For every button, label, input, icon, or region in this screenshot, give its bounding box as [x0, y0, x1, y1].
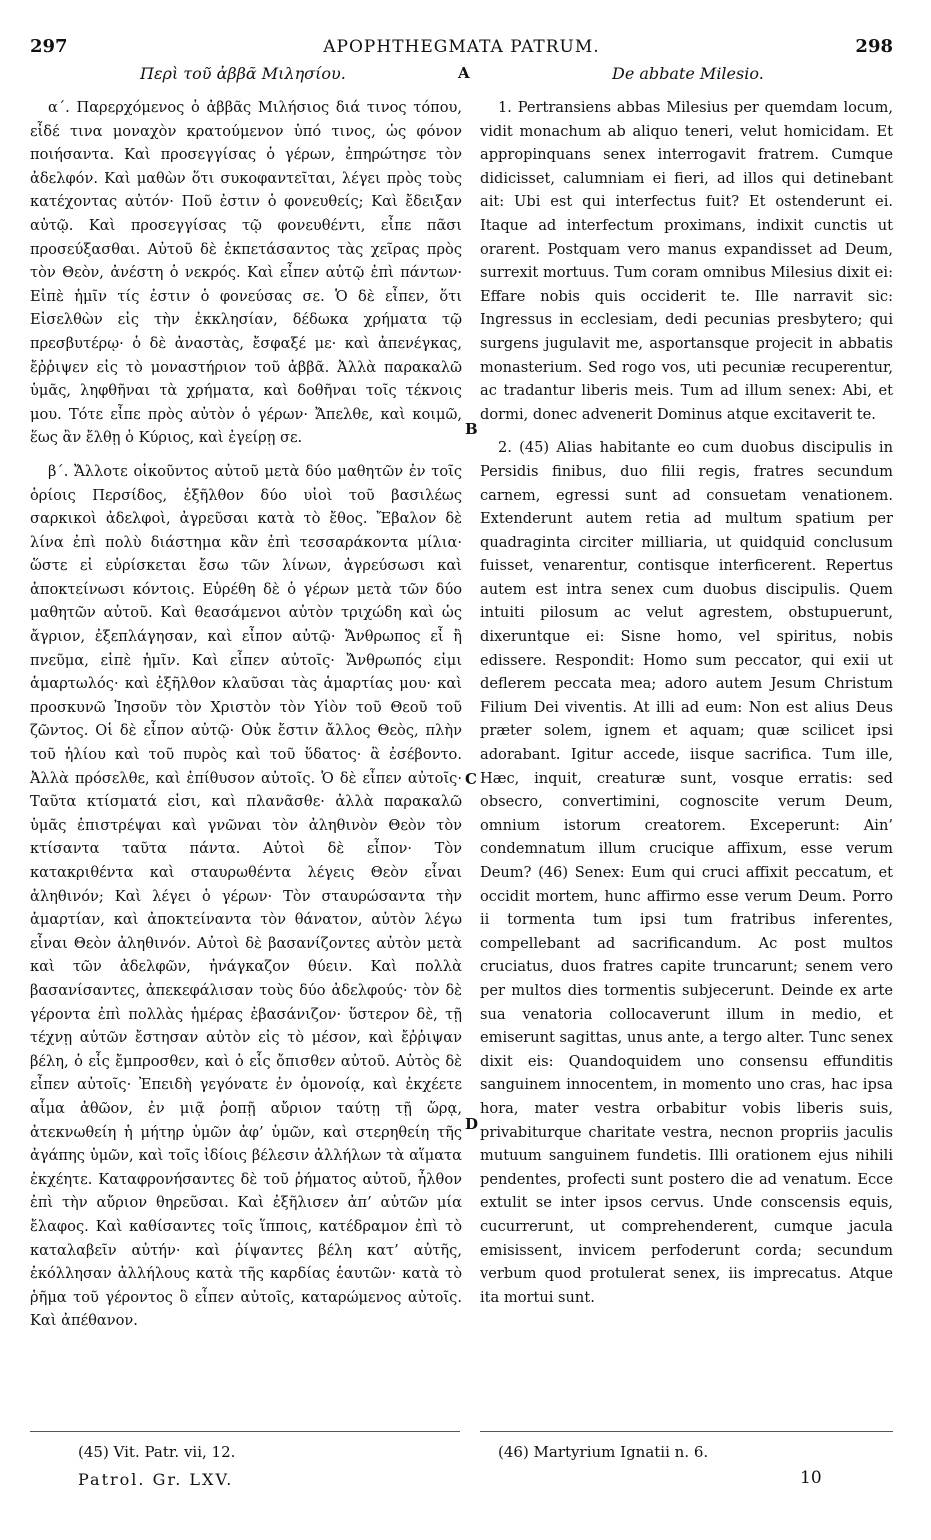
- margin-marker-c: C: [465, 770, 477, 788]
- series-imprint: Patrol. Gr. LXV.: [78, 1470, 234, 1489]
- greek-paragraph-2: β΄. Ἄλλοτε οἰκοῦντος αὐτοῦ μετὰ δύο μαθητῶν ἐν τοῖς ὁρίοις Περσίδος, ἐξῆλθον δύο υἱοὶ τοῦ βασιλέως σαρκικοὶ ἀδελφοὶ, ἀγρεῦσαι κατὰ τὸ ἔθος. Ἔβαλον δὲ λίνα ἐπὶ πολὺ διάστημα κἂν ἐπὶ τεσσαράκοντα μίλια· ὥστε εἰ εὑρίσκεται ἔσω τῶν λίνων, ἀγρεύσωσι καὶ ἀποκτείνωσι κόντοις. Εὑρέθη δὲ ὁ γέρων μετὰ τῶν δύο μαθητῶν αὐτοῦ. Καὶ θεασάμενοι αὐτὸν τριχώδη καὶ ὡς ἄγριον, ἐξεπλάγησαν, καὶ εἶπον αὐτῷ· Ἄνθρωπος εἶ ἢ πνεῦμα, εἰπὲ ἡμῖν. Καὶ εἶπεν αὐτοῖς· Ἄνθρωπός εἰμι ἁμαρτωλός· καὶ ἐξῆλθον κλαῦσαι τὰς ἁμαρτίας μου· καὶ προσκυνῶ Ἰησοῦν τὸν Χριστὸν τὸν Υἱὸν τοῦ Θεοῦ τοῦ ζῶντος. Οἱ δὲ εἶπον αὐτῷ· Οὐκ ἔστιν ἄλλος Θεὸς, πλὴν τοῦ ἡλίου καὶ τοῦ πυρὸς καὶ τοῦ ὕδατος· ἃ ἐσέβοντο. Ἀλλὰ πρόσελθε, καὶ ἐπίθυσον αὐτοῖς. Ὁ δὲ εἶπεν αὐτοῖς· Ταῦτα κτίσματά εἰσι, καὶ πλανᾶσθε· ἀλλὰ παρακαλῶ ὑμᾶς ἐπιστρέψαι καὶ γνῶναι τὸν ἀληθινὸν Θεὸν τὸν κτίσαντα ταῦτα πάντα. Αὐτοὶ δὲ εἶπον· Τὸν κατακριθέντα καὶ σταυρωθέντα λέγεις Θεὸν εἶναι ἀληθινόν; Καὶ λέγει ὁ γέρων· Τὸν σταυρώσαντα τὴν ἁμαρτίαν, καὶ ἀποκτείναντα τὸν θάνατον, αὐτὸν λέγω εἶναι Θεὸν ἀληθινόν. Αὐτοὶ δὲ βασανίζοντες αὐτὸν μετὰ καὶ τῶν ἀδελφῶν, ἠνάγκαζον θύειν. Καὶ πολλὰ βασανίσαντες, ἀπεκεφάλισαν τοὺς δύο ἀδελφούς· τὸν δὲ γέροντα ἐπὶ πολλὰς ἡμέρας ἐβασάνιζον· ὕστερον δὲ, τῇ τέχνῃ αὐτῶν ἔστησαν αὐτὸν εἰς τὸ μέσον, καὶ ἔῤῥιψαν βέλη, ὁ εἷς ἔμπροσθεν, καὶ ὁ εἷς ὄπισθεν αὐτοῦ. Αὐτὸς δὲ εἶπεν αὐτοῖς· Ἐπειδὴ γεγόνατε ἐν ὁμονοίᾳ, καὶ ἐκχέετε αἷμα ἀθῶον, ἐν μιᾷ ῥοπῇ αὔριον ταύτῃ τῇ ὥρᾳ, ἀτεκνωθείη ἡ μήτηρ ὑμῶν ἀφ’ ὑμῶν, καὶ στερηθείη τῆς ἀγάπης ὑμῶν, καὶ τοῖς ἰδίοις βέλεσιν ἀλλήλων τὰ αἵματα ἐκχέητε. Καταφρονήσαντες δὲ τοῦ ῥήματος αὐτοῦ, ἦλθον ἐπὶ τὴν αὔριον θηρεῦσαι. Καὶ ἐξῆλισεν ἀπ’ αὐτῶν μία ἔλαφος. Καὶ καθίσαντες τοῖς ἵπποις, κατέδραμον ἐπὶ τὸ καταλαβεῖν αὐτήν· καὶ ῥίψαντες βέλη κατ’ αὐτῆς, ἐκόλλησαν ἀλλήλους κατὰ τῆς καρδίας ἑαυτῶν· κατὰ τὸ ῥῆμα τοῦ γέροντος ὃ εἶπεν αὐτοῖς, καταρώμενος αὐτοῖς. Καὶ ἀπέθανον.: [30, 462, 462, 1330]
- greek-section-heading: Περὶ τοῦ ἀββᾶ Μιλησίου.: [140, 64, 346, 83]
- latin-section-heading: De abbate Milesio.: [612, 64, 764, 83]
- margin-marker-b: B: [465, 420, 478, 438]
- greek-text-column: [30, 96, 462, 1333]
- latin-text-column: [480, 96, 893, 1309]
- footnote-46: (46) Martyrium Ignatii n. 6.: [498, 1443, 709, 1461]
- section-headings: [30, 64, 893, 88]
- page-number-right: 298: [855, 36, 893, 57]
- latin-paragraph-1: 1. Pertransiens abbas Milesius per quemdam locum, vidit monachum ab aliquo teneri, velut homicidam. Et appropinquans senex interrogavit fratrem. Cumque didicisset, calumniam ei fieri, ad illos qui detinebant ait: Ubi est qui interfectus fuit? Et ostenderunt ei. Itaque ad interfectum proximans, indixit cunctis ut orarent. Postquam vero manus expandisset ad Deum, surrexit mortuus. Tum coram omnibus Milesius dixit ei: Effare nobis quis occiderit te. Ille narravit sic: Ingressus in ecclesiam, dedi pecunias presbytero; qui surgens jugulavit me, asportansque projecit in abbatis monasterium. Sed rogo vos, uti pecuniæ recuperentur, ac tradantur liberis meis. Tum ad illum senex: Abi, et dormi, donec advenerit Dominus atque excitaverit te.: [480, 99, 893, 423]
- greek-paragraph-1: α΄. Παρερχόμενος ὁ ἀββᾶς Μιλήσιος διά τινος τόπου, εἶδέ τινα μοναχὸν κρατούμενον ὑπό τινος, ὡς φόνον ποιήσαντα. Καὶ προσεγγίσας ὁ γέρων, ἐπηρώτησε τὸν ἀδελφόν. Καὶ μαθὼν ὅτι συκοφαντεῖται, λέγει πρὸς τοὺς κατέχοντας αὐτόν· Ποῦ ἐστιν ὁ φονευθείς; Καὶ ἔδειξαν αὐτῷ. Καὶ προσεγγίσας τῷ φονευθέντι, εἶπε πᾶσι προσεύξασθαι. Αὐτοῦ δὲ ἐκπετάσαντος τὰς χεῖρας πρὸς τὸν Θεὸν, ἀνέστη ὁ νεκρός. Καὶ εἶπεν αὐτῷ ἐπὶ πάντων· Εἰπὲ ἡμῖν τίς ἐστιν ὁ φονεύσας σε. Ὁ δὲ εἶπεν, ὅτι Εἰσελθὼν εἰς τὴν ἐκκλησίαν, δέδωκα χρήματα τῷ πρεσβυτέρῳ· ὁ δὲ ἀναστὰς, ἔσφαξέ με· καὶ ἀπενέγκας, ἔῤῥιψεν εἰς τὸ μοναστήριον τοῦ ἀββᾶ. Ἀλλὰ παρακαλῶ ὑμᾶς, ληφθῆναι τὰ χρήματα, καὶ δοθῆναι τοῖς τέκνοις μου. Τότε εἶπε πρὸς αὐτὸν ὁ γέρων· Ἄπελθε, καὶ κοιμῶ, ἕως ἂν ἔλθῃ ὁ Κύριος, καὶ ἐγείρῃ σε.: [30, 99, 462, 447]
- footnote-45: (45) Vit. Patr. vii, 12.: [78, 1443, 236, 1461]
- footnote-rule-left: [30, 1431, 460, 1432]
- margin-marker-a: A: [458, 64, 470, 82]
- gathering-signature: 10: [800, 1468, 822, 1488]
- margin-marker-d: D: [465, 1115, 479, 1133]
- page-number-left: 297: [30, 36, 68, 57]
- running-title: ΑΡΟΡΗΤΗΕGMATA PATRUM.: [323, 37, 600, 57]
- page-header: [30, 36, 893, 64]
- latin-paragraph-2: 2. (45) Alias habitante eo cum duobus discipulis in Persidis finibus, duo filii regis, fratres secundum carnem, egressi sunt ad consuetam venationem. Extenderunt autem retia ad multum spatium per quadraginta circiter milliaria, ut quidquid conclusum fuisset, venarentur, contisque interficerent. Repertus autem est intra senex cum duobus discipulis. Quem intuiti pilosum ac velut agrestem, obstupuerunt, dixeruntque ei: Sisne homo, vel spiritus, nobis edissere. Respondit: Homo sum peccator, qui exii ut deflerem peccata mea; adoro autem Jesum Christum Filium Dei viventis. At illi ad eum: Non est alius Deus præter solem, ignem et aquam; quæ scilicet ipsi adorabant. Igitur accede, iisque sacrifica. Tum ille, Hæc, inquit, creaturæ sunt, vosque erratis: sed obsecro, convertimini, cognoscite verum Deum, omnium istorum creatorem. Exceperunt: Ain’ condemnatum illum crucique affixum, esse verum Deum? (46) Senex: Eum qui cruci affixit peccatum, et occidit mortem, hunc affirmo esse verum Deum. Porro ii tormenta tum ipsi tum fratribus inferentes, compellebant ad sacrificandum. Ac post multos cruciatus, duos fratres capite truncarunt; senem vero per multos dies tormentis subjecerunt. Deinde ex arte sua venatoria collocaverunt illum in medio, et emiserunt sagittas, unus ante, a tergo alter. Tunc senex dixit eis: Quandoquidem uno consensu effunditis sanguinem innocentem, in momento uno cras, hac ipsa hora, mater vestra orbabitur vobis liberis suis, privabiturque charitate vestra, necnon propriis jaculis mutuum sanguinem fundetis. Illi orationem ejus nihili pendentes, profecti sunt postero die ad venatum. Ecce extulit se inter ipsos cervus. Unde conscensis equis, cucurrerunt, ut comprehenderent, cumque jacula emisissent, invicem perfoderunt corda; secundum verbum quod protulerat senex, iis imprecatus. Atque ita mortui sunt.: [480, 439, 893, 1306]
- footnote-rule-right: [480, 1431, 893, 1432]
